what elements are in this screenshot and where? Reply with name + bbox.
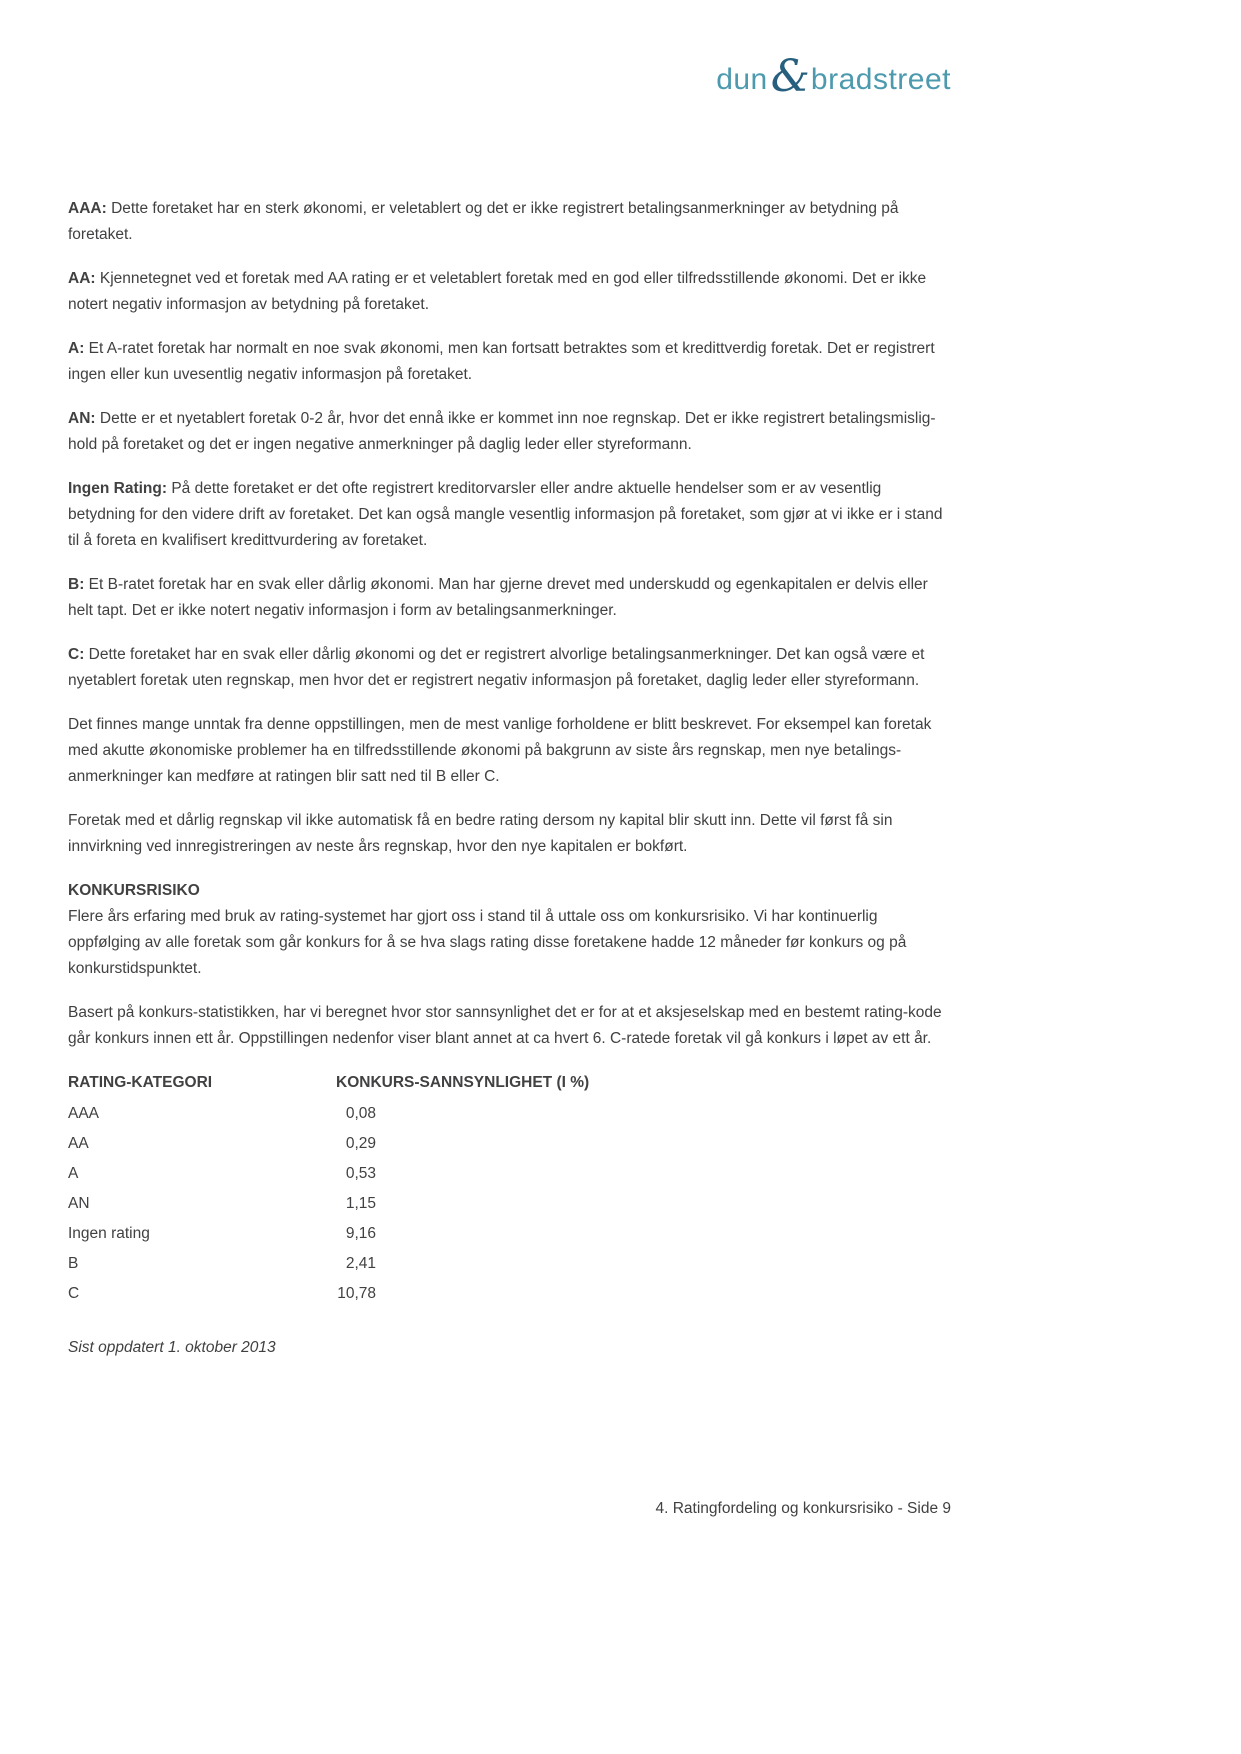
rating-definition-aa — [68, 266, 952, 318]
category-cell: AN — [68, 1195, 90, 1212]
rating-definition-c — [68, 642, 952, 694]
page-footer: 4. Ratingfordeling og konkursrisiko - Side 9 — [655, 1500, 951, 1517]
category-cell: AA — [68, 1135, 89, 1152]
column-header-konkurs-probability: KONKURS-SANNSYNLIGHET (I %) — [336, 1074, 590, 1091]
table-row — [68, 1099, 952, 1129]
probability-cell: 0,29 — [345, 1135, 376, 1152]
logo-ampersand-icon: & — [770, 51, 810, 102]
rating-text: Et B-ratet foretak har en svak eller dårlig økonomi. Man har gjerne drevet med underskudd og egenkapitalen er delvis eller helt tapt. Det er ikke notert negativ informasjon i form av betalingsanmerkninger. — [68, 576, 928, 619]
rating-label: C: — [68, 646, 85, 663]
konkurs-probability-table — [68, 1070, 952, 1309]
category-cell: B — [68, 1255, 79, 1272]
rating-label: Ingen Rating: — [68, 480, 168, 497]
table-row — [68, 1129, 952, 1159]
table-header-row — [68, 1070, 952, 1096]
rating-definition-an — [68, 406, 952, 458]
rating-definition-ingen-rating — [68, 476, 952, 554]
table-row — [68, 1249, 952, 1279]
logo-dun-text: dun — [716, 63, 768, 96]
probability-cell: 0,08 — [345, 1105, 376, 1122]
rating-label: AA: — [68, 270, 96, 287]
rating-label: AAA: — [68, 200, 107, 217]
rating-definition-aaa — [68, 196, 952, 248]
category-cell: Ingen rating — [68, 1225, 150, 1242]
probability-cell: 10,78 — [337, 1285, 376, 1302]
category-cell: AAA — [68, 1105, 100, 1122]
probability-cell: 2,41 — [345, 1255, 376, 1272]
category-cell: C — [68, 1285, 80, 1302]
table-row — [68, 1219, 952, 1249]
rating-definition-b — [68, 572, 952, 624]
rating-text: På dette foretaket er det ofte registrert kreditorvarsler eller andre aktuelle hendelser som er av vesentlig betydning for den videre drift av foretaket. Det kan også mangle vesentlig informasjon på foretaket, som gjør at vi ikke er i stand til å foreta en kvalifisert kredittvurdering av foretaket. — [68, 480, 943, 549]
table-row — [68, 1189, 952, 1219]
konkursrisiko-heading: KONKURSRISIKO — [68, 882, 200, 899]
rating-label: B: — [68, 576, 85, 593]
rating-text: Dette er et nyetablert foretak 0-2 år, hvor det ennå ikke er kommet inn noe regnskap. Det er ikke registrert betalingsmislig- hold på foretaket og det er ingen negative anmerkninger på daglig leder eller styreformann. — [68, 410, 936, 453]
document-body — [68, 196, 952, 1361]
table-row — [68, 1279, 952, 1309]
dunbradstreet-logo — [716, 51, 951, 102]
rating-text: Et A-ratet foretak har normalt en noe svak økonomi, men kan fortsatt betraktes som et kredittverdig foretak. Det er registrert ingen eller kun uvesentlig negativ informasjon på foretaket. — [68, 340, 935, 383]
last-updated-note: Sist oppdatert 1. oktober 2013 — [68, 1339, 276, 1356]
konkursrisiko-section — [68, 878, 952, 1052]
general-paragraph-capital: Foretak med et dårlig regnskap vil ikke automatisk få en bedre rating dersom ny kapital blir skutt inn. Dette vil først få sin innvirkning ved innregistreringen av neste års regnskap, hvor den nye kapitalen er bokført. — [68, 812, 893, 855]
rating-text: Dette foretaket har en sterk økonomi, er veletablert og det er ikke registrert betalingsanmerkninger av betydning på foretaket. — [68, 200, 899, 243]
general-paragraph-exceptions: Det finnes mange unntak fra denne oppstillingen, men de mest vanlige forholdene er blitt beskrevet. For eksempel kan foretak med akutte økonomiske problemer ha en tilfredsstillende økonomi på bakgrunn av siste års regnskap, men nye betalings- anmerkninger kan medføre at ratingen blir satt ned til B eller C. — [68, 716, 932, 785]
probability-cell: 0,53 — [345, 1165, 376, 1182]
rating-label: A: — [68, 340, 85, 357]
logo-bradstreet-text: bradstreet — [810, 63, 951, 96]
rating-definition-a — [68, 336, 952, 388]
column-header-rating-category: RATING-KATEGORI — [68, 1074, 213, 1091]
table-row — [68, 1159, 952, 1189]
rating-label: AN: — [68, 410, 96, 427]
konkursrisiko-paragraph-1: Flere års erfaring med bruk av rating-systemet har gjort oss i stand til å uttale oss om konkursrisiko. Vi har kontinuerlig oppfølging av alle foretak som går konkurs for å se hva slags rating disse foretakene hadde 12 måneder før konkurs og på konkurstidspunktet. — [68, 908, 907, 977]
probability-cell: 9,16 — [345, 1225, 376, 1242]
rating-text: Kjennetegnet ved et foretak med AA rating er et veletablert foretak med en god eller tilfredsstillende økonomi. Det er ikke notert negativ informasjon av betydning på foretaket. — [68, 270, 927, 313]
category-cell: A — [68, 1165, 79, 1182]
probability-cell: 1,15 — [345, 1195, 376, 1212]
rating-text: Dette foretaket har en svak eller dårlig økonomi og det er registrert alvorlige betalingsanmerkninger. Det kan også være et nyetablert foretak uten regnskap, men hvor det er registrert negativ informasjon på foretaket, daglig leder eller styreformann. — [68, 646, 925, 689]
konkursrisiko-paragraph-2: Basert på konkurs-statistikken, har vi beregnet hvor stor sannsynlighet det er for at et aksjeselskap med en bestemt rating-kode går konkurs innen ett år. Oppstillingen nedenfor viser blant annet at ca hvert 6. C-ratede foretak vil gå konkurs i løpet av ett år. — [68, 1004, 942, 1047]
